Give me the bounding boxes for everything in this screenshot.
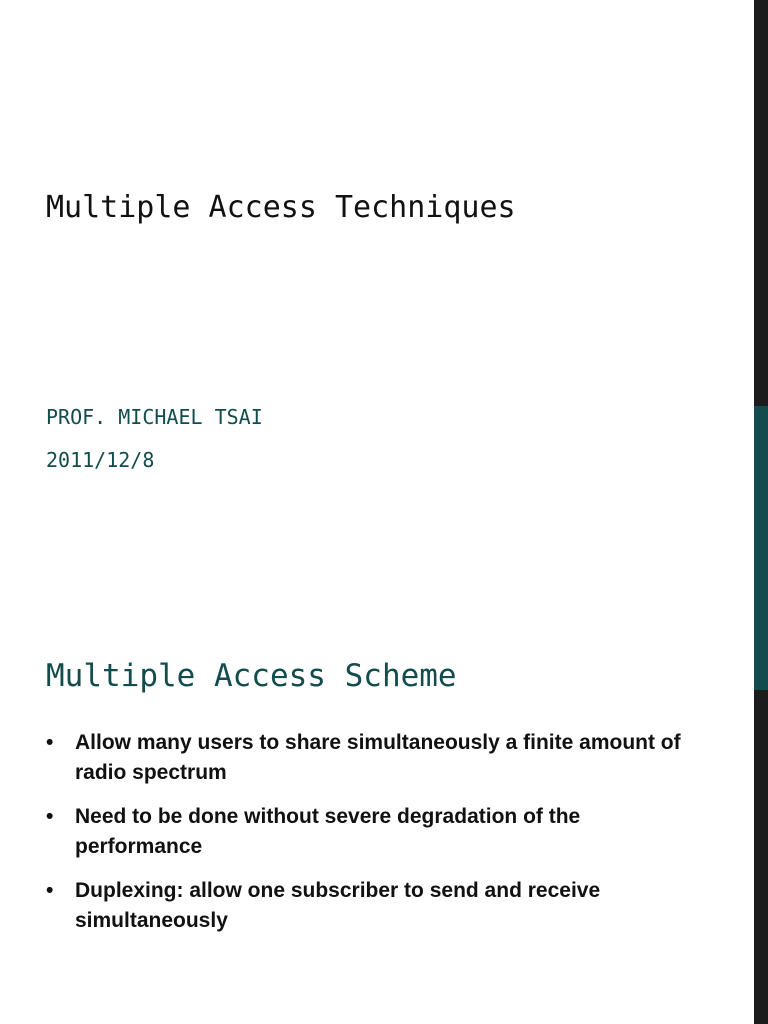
author-name: PROF. MICHAEL TSAI xyxy=(46,405,263,429)
slide-side-accent xyxy=(754,406,768,610)
bullet-text: Need to be done without severe degradation of the performance xyxy=(75,805,581,858)
bullet-list xyxy=(46,728,686,950)
bullet-icon: • xyxy=(46,805,54,828)
presentation-date: 2011/12/8 xyxy=(46,448,155,472)
bullet-item xyxy=(46,802,686,862)
slide-title: Multiple Access Techniques xyxy=(46,190,516,225)
content-slide xyxy=(0,610,768,1024)
bullet-icon: • xyxy=(46,879,54,902)
bullet-text: Duplexing: allow one subscriber to send and receive simultaneously xyxy=(75,879,601,932)
slide-side-accent xyxy=(754,610,768,690)
bullet-item xyxy=(46,876,686,936)
bullet-text: Allow many users to share simultaneously a finite amount of radio spectrum xyxy=(75,731,681,784)
bullet-item xyxy=(46,728,686,788)
bullet-icon: • xyxy=(46,731,54,754)
slide-heading: Multiple Access Scheme xyxy=(46,658,457,694)
